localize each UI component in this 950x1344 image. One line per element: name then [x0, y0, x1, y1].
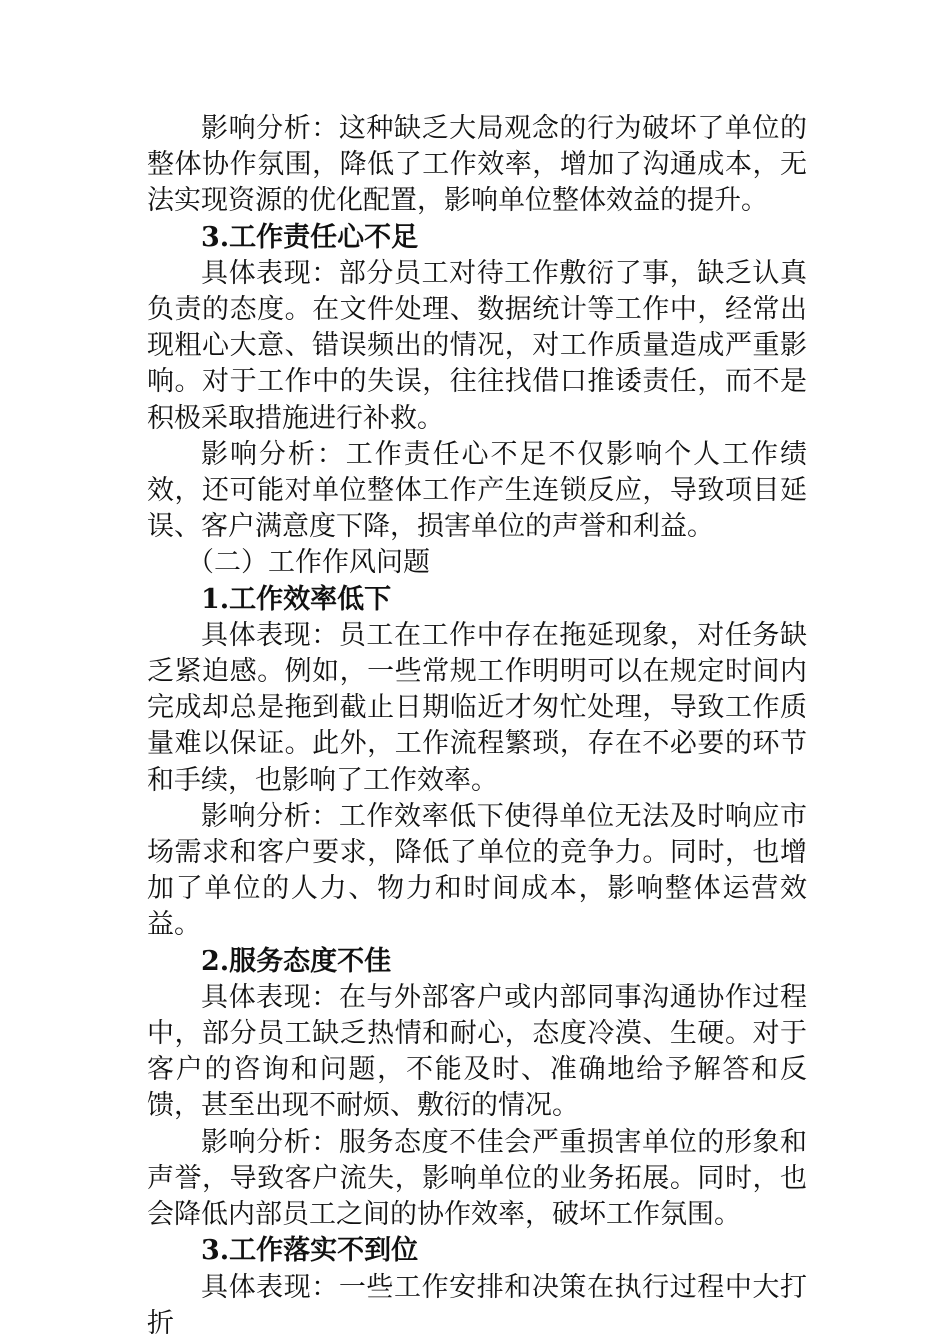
impact-analysis-paragraph: 影响分析：服务态度不佳会严重损害单位的形象和声誉，导致客户流失，影响单位的业务拓展。同时，也会降低内部员工之间的协作效率，破坏工作氛围。	[147, 1126, 807, 1231]
heading-poor-service: 2.服务态度不佳	[201, 945, 392, 977]
specific-performance-paragraph: 具体表现：一些工作安排和决策在执行过程中大打折	[147, 1271, 807, 1339]
specific-performance-paragraph: 具体表现：部分员工对待工作敷衍了事，缺乏认真负责的态度。在文件处理、数据统计等工作中，经常出现粗心大意、错误频出的情况，对工作质量造成严重影响。对于工作中的失误，往往找借口推诿责任，而不是积极采取措施进行补救。	[147, 257, 807, 434]
impact-analysis-paragraph: 影响分析：工作效率低下使得单位无法及时响应市场需求和客户要求，降低了单位的竞争力。同时，也增加了单位的人力、物力和时间成本，影响整体运营效益。	[147, 800, 807, 941]
heading-implementation: 3.工作落实不到位	[201, 1235, 419, 1267]
subsection-work-style: （二）工作作风问题	[187, 547, 430, 579]
heading-low-efficiency: 1.工作效率低下	[201, 583, 392, 615]
impact-analysis-paragraph: 影响分析：这种缺乏大局观念的行为破坏了单位的整体协作氛围，降低了工作效率，增加了沟通成本，无法实现资源的优化配置，影响单位整体效益的提升。	[147, 113, 807, 217]
specific-performance-paragraph: 具体表现：在与外部客户或内部同事沟通协作过程中，部分员工缺乏热情和耐心，态度冷漠、生硬。对于客户的咨询和问题，不能及时、准确地给予解答和反馈，甚至出现不耐烦、敷衍的情况。	[147, 981, 807, 1122]
heading-work-responsibility: 3.工作责任心不足	[201, 221, 419, 253]
specific-performance-paragraph: 具体表现：员工在工作中存在拖延现象，对任务缺乏紧迫感。例如，一些常规工作明明可以在规定时间内完成却总是拖到截止日期临近才匆忙处理，导致工作质量难以保证。此外，工作流程繁琐，存在不必要的环节和手续，也影响了工作效率。	[147, 619, 807, 796]
impact-analysis-paragraph: 影响分析：工作责任心不足不仅影响个人工作绩效，还可能对单位整体工作产生连锁反应，导致项目延误、客户满意度下降，损害单位的声誉和利益。	[147, 438, 807, 543]
document-page	[147, 111, 807, 1342]
